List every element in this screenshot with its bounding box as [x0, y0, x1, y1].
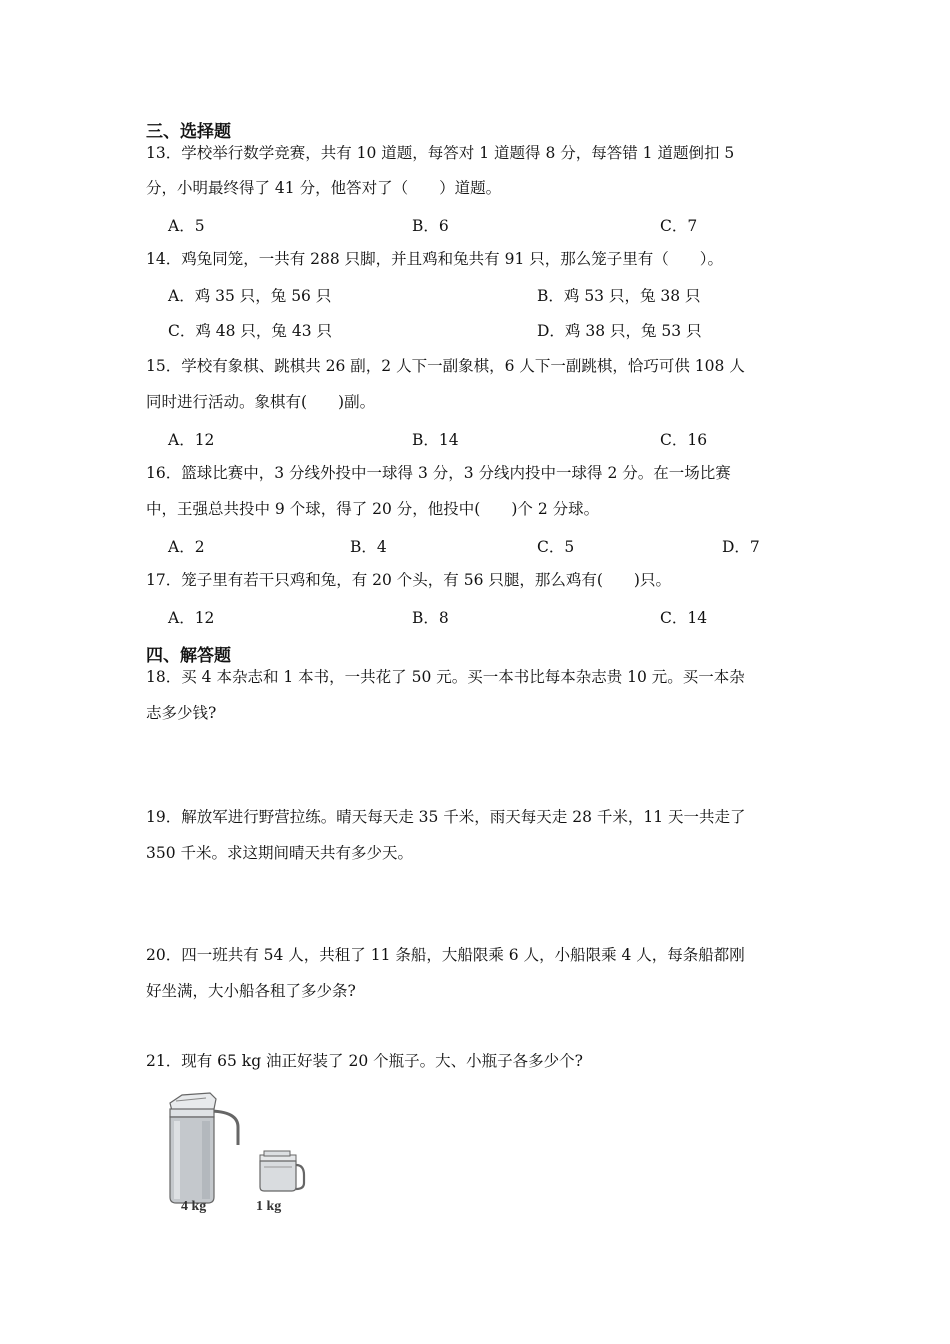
q14-option-d[interactable]: D．鸡 38 只，兔 53 只 — [537, 322, 702, 340]
q16-option-a[interactable]: A．2 — [168, 538, 205, 556]
q17-option-b[interactable]: B．8 — [412, 609, 449, 627]
q20-line1: 20．四一班共有 54 人，共租了 11 条船，大船限乘 6 人，小船限乘 4 人，每条船都刚 — [146, 946, 745, 964]
q13-line2: 分，小明最终得了 41 分，他答对了（ ）道题。 — [146, 179, 502, 197]
q16-option-d[interactable]: D．7 — [722, 538, 760, 556]
q19-line2: 350 千米。求这期间晴天共有多少天。 — [146, 844, 414, 862]
q15-line2: 同时进行活动。象棋有( )副。 — [146, 393, 376, 411]
large-bottle-label: 4 kg — [181, 1199, 207, 1214]
small-bottle-label: 1 kg — [256, 1199, 282, 1214]
q20-line2: 好坐满，大小船各租了多少条? — [146, 982, 356, 1000]
q18-line1: 18．买 4 本杂志和 1 本书，一共花了 50 元。买一本书比每本杂志贵 10 元。买一本杂 — [146, 668, 745, 686]
q17-line1: 17．笼子里有若干只鸡和兔，有 20 个头，有 56 只腿，那么鸡有( )只。 — [146, 571, 671, 589]
q15-option-b[interactable]: B．14 — [412, 431, 459, 449]
q17-option-c[interactable]: C．14 — [660, 609, 708, 627]
q21-line1: 21．现有 65 kg 油正好装了 20 个瓶子。大、小瓶子各多少个? — [146, 1052, 583, 1070]
q16-line1: 16．篮球比赛中，3 分线外投中一球得 3 分，3 分线内投中一球得 2 分。在一场比赛 — [146, 464, 731, 482]
q19-line1: 19．解放军进行野营拉练。晴天每天走 35 千米，雨天每天走 28 千米，11 天一共走了 — [146, 808, 746, 826]
q16-option-c[interactable]: C．5 — [537, 538, 575, 556]
q17-option-a[interactable]: A．12 — [168, 609, 215, 627]
q18-line2: 志多少钱? — [146, 704, 217, 722]
q15-option-a[interactable]: A．12 — [168, 431, 215, 449]
q13-line1: 13．学校举行数学竞赛，共有 10 道题，每答对 1 道题得 8 分，每答错 1 道题倒扣 5 — [146, 144, 735, 162]
q13-option-a[interactable]: A．5 — [168, 217, 205, 235]
q14-option-c[interactable]: C．鸡 48 只，兔 43 只 — [168, 322, 333, 340]
q16-line2: 中，王强总共投中 9 个球，得了 20 分，他投中( )个 2 分球。 — [146, 500, 600, 518]
q13-option-b[interactable]: B．6 — [412, 217, 449, 235]
q16-option-b[interactable]: B．4 — [350, 538, 387, 556]
section-title-choice: 三、选择题 — [146, 122, 231, 142]
q13-option-c[interactable]: C．7 — [660, 217, 698, 235]
q14-line1: 14．鸡兔同笼，一共有 288 只脚，并且鸡和兔共有 91 只，那么笼子里有（ ）。 — [146, 250, 723, 268]
q14-option-a[interactable]: A．鸡 35 只，兔 56 只 — [168, 287, 332, 305]
q15-line1: 15．学校有象棋、跳棋共 26 副，2 人下一副象棋，6 人下一副跳棋，恰巧可供 108 人 — [146, 357, 745, 375]
small-bottle-icon — [260, 1151, 304, 1191]
large-bottle-icon — [170, 1093, 238, 1203]
q15-option-c[interactable]: C．16 — [660, 431, 708, 449]
q14-option-b[interactable]: B．鸡 53 只，兔 38 只 — [537, 287, 701, 305]
section-title-answer: 四、解答题 — [146, 646, 231, 666]
